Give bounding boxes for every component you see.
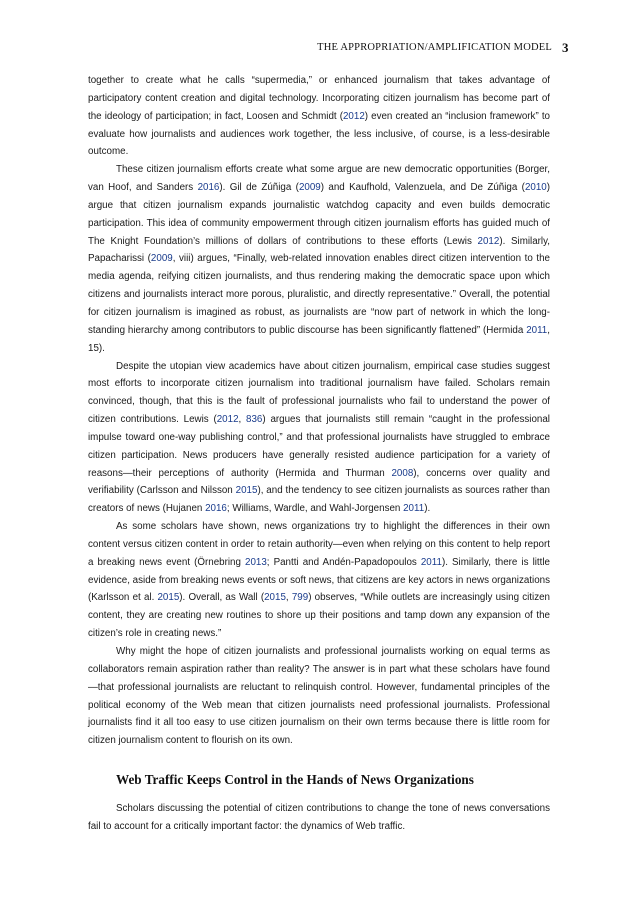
citation-link[interactable]: 2012 (216, 414, 239, 426)
text-run: ). (424, 503, 431, 515)
paragraph (88, 358, 550, 519)
citation-link[interactable]: 2012 (342, 110, 365, 122)
text-run: ). Similarly, there is little evidence, aside from breaking news events or soft news, that citizens are key actors in news organizations (Karlsson et al. (88, 556, 550, 604)
text-run: ) even created an “inclusion framework” to evaluate how journalists and audiences work together, the less inclusive, of course, is a less-desirable outcome. (88, 110, 550, 158)
text-run: Why might the hope of citizen journalists and professional journalists working on equal terms as collaborators remain aspiration rather than reality? The answer is in part what these scholars have found—that professional journalists are reluctant to relinquish control. However, fundamental principles of the political economy of the Web mean that citizen journalists need professional journalists. Professional journalists find it all too easy to use citizen journalism on their own terms because there is little room for citizen journalism content to flourish on its own. (88, 646, 550, 747)
citation-link[interactable]: 2016 (205, 503, 227, 515)
citation-link[interactable]: 2012 (477, 235, 500, 247)
paragraph (88, 72, 550, 161)
citation-link[interactable]: 799 (291, 592, 309, 604)
text-run: ) argues that journalists still remain “caught in the professional impulse toward one-way publishing control,” and that professional journalists have struggled to embrace citizen participation. News producers have generally resisted audience participation for a variety of reasons—their perceptions of authority (Hermida and Thurman (88, 414, 550, 479)
paragraph (88, 643, 550, 750)
citation-link[interactable]: 2008 (391, 467, 414, 479)
text-run: ). Gil de Zúñiga ( (219, 182, 299, 194)
citation-link[interactable]: 2011 (526, 324, 548, 336)
text-run: , (238, 414, 247, 426)
text-run: , (285, 592, 292, 604)
text-run: , viii) argues, “Finally, web-related innovation enables direct citizen intervention to the media agenda, reifying citizen journalists, and thus rendering making the democratic space upon which citizens and journalists interact more porous, pluralistic, and directly representative.” Overall, the potential for citizen journalism is imagined as robust, as journalists are “now part of network in which the long-standing hierarchy among contributors to public discourse has been significantly flattened” (Hermida (88, 253, 550, 336)
section-heading: Web Traffic Keeps Control in the Hands of News Organizations (116, 772, 474, 787)
citation-link[interactable]: 2013 (245, 556, 267, 568)
text-run: ), concerns over quality and verifiability (Carlsson and Nilsson (88, 467, 550, 497)
body-text (88, 72, 550, 750)
citation-link[interactable]: 2009 (150, 253, 173, 265)
text-run: ). Similarly, Papacharissi ( (88, 235, 550, 265)
text-run: , 15). (88, 324, 550, 354)
citation-link[interactable]: 2011 (420, 556, 442, 568)
text-run: together to create what he calls “supermedia,” or enhanced journalism that takes advantage of participatory content creation and digital technology. Incorporating citizen journalism has become part of the ideology of participation; in fact, Loosen and Schmidt ( (88, 75, 550, 122)
citation-link[interactable]: 836 (246, 414, 263, 426)
running-head: THE APPROPRIATION/AMPLIFICATION MODEL (317, 42, 552, 53)
text-run: As some scholars have shown, news organizations try to highlight the differences in their own content versus citizen content in order to retain authority—even when relying on this content to help report a breaking news event (Örnebring (88, 521, 550, 568)
text-run: ). Overall, as Wall ( (179, 592, 265, 604)
paragraph (88, 518, 550, 643)
citation-link[interactable]: 2011 (403, 503, 425, 515)
citation-link[interactable]: 2015 (157, 592, 180, 604)
text-run: ; Williams, Wardle, and Wahl-Jorgensen (226, 503, 404, 515)
citation-link[interactable]: 2009 (298, 182, 321, 194)
section-paragraph: Scholars discussing the potential of citizen contributions to change the tone of news conversations fail to account for a critically important factor: the dynamics of Web traffic. (88, 803, 550, 832)
section-body (88, 800, 550, 836)
text-run: ), and the tendency to see citizen journalists as sources rather than creators of news (Hujanen (88, 485, 550, 515)
citation-link[interactable]: 2015 (264, 592, 286, 604)
text-run: ) observes, “While outlets are increasingly using citizen content, they are creating new routines to shore up their positions and tamp down any expansion of the citizen’s role in creating news.” (88, 592, 550, 640)
text-run: Despite the utopian view academics have about citizen journalism, empirical case studies suggest most efforts to incorporate citizen journalism into traditional journalism have failed. Scholars remain convinced, though, that this is the fault of professional journalists who fail to understand the power of citizen contributions. Lewis ( (88, 360, 550, 426)
paragraph (88, 161, 550, 357)
text-run: These citizen journalism efforts create what some argue are new democratic opportunities (Borger, van Hoof, and Sanders (88, 164, 550, 194)
text-run: ) argue that citizen journalism expands journalistic watchdog capacity and even builds democratic participation. This idea of community empowerment through citizen journalism efforts has guided much of The Knight Foundation’s millions of dollars of contributions to these efforts (Lewis (88, 182, 550, 247)
citation-link[interactable]: 2010 (524, 182, 547, 194)
citation-link[interactable]: 2015 (235, 485, 258, 497)
text-run: ) and Kaufhold, Valenzuela, and De Zúñiga ( (320, 182, 525, 194)
page-number: 3 (562, 40, 569, 55)
citation-link[interactable]: 2016 (197, 182, 220, 194)
text-run: ; Pantti and Andén-Papadopoulos (266, 556, 421, 568)
